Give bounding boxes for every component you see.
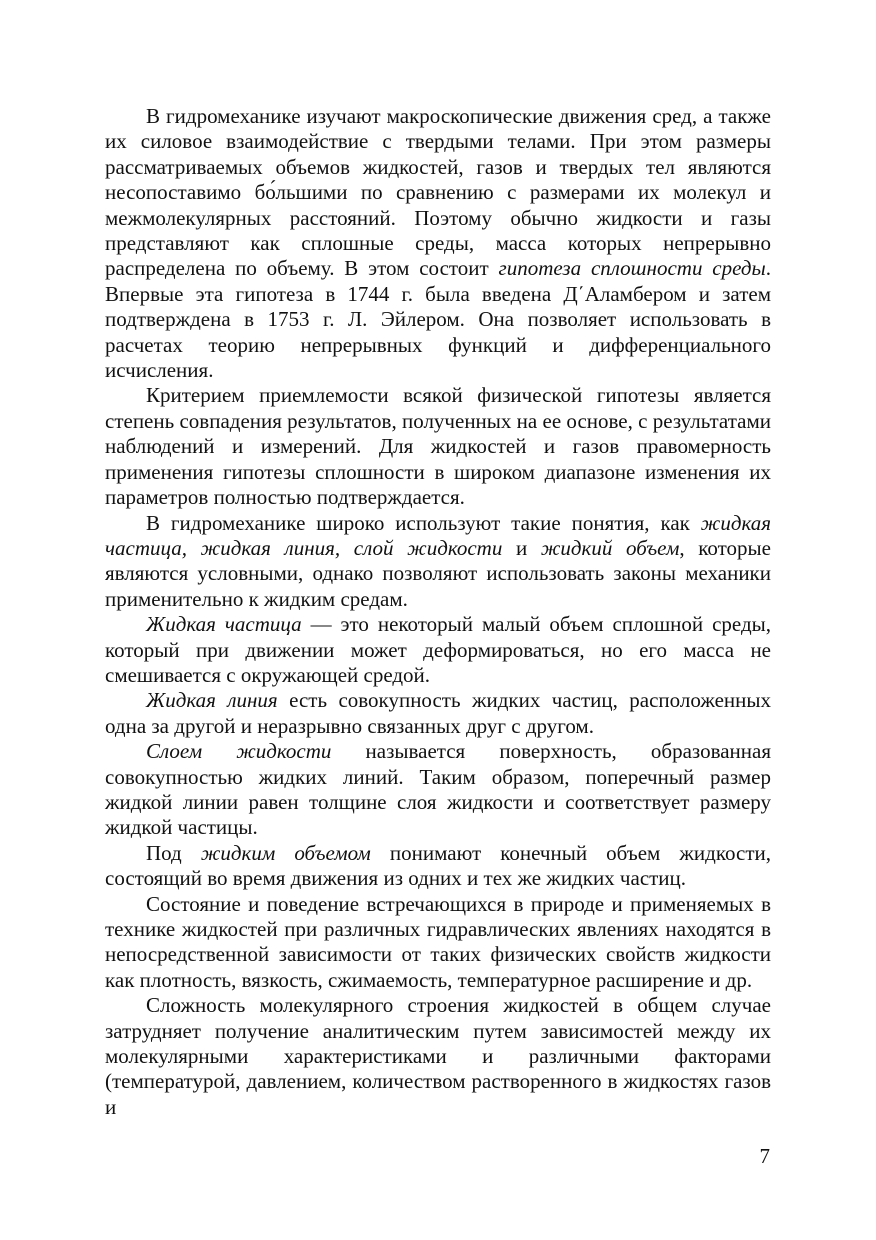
text-segment: . Впервые эта гипотеза в 1744 г. была введена Д΄Аламбером и затем подтверждена в 1753 г. Л. Эйлером. Она позволяет использовать в расчетах теорию непрерывных функций и дифференциального исчисления. xyxy=(105,256,771,383)
italic-term: Слоем жидкости xyxy=(146,739,332,764)
paragraph-concepts xyxy=(105,511,771,613)
text-segment: Сложность молекулярного строения жидкостей в общем случае затрудняет получение аналитическим путем зависимостей между их молекулярными характеристиками и различными факторами (температурой, давлением, количеством растворенного в жидкостях газов и xyxy=(105,993,771,1119)
text-segment: — это некоторый малый объем сплошной среды, который при движении может деформироваться, но его масса не смешивается с окружающей средой. xyxy=(105,612,771,687)
paragraph-fluid-particle xyxy=(105,612,771,688)
text-segment: называется поверхность, образованная совокупностью жидких линий. Таким образом, поперечный размер жидкой линии равен толщине слоя жидкости и соответствует размеру жидкой частицы. xyxy=(105,739,771,840)
text-segment: и xyxy=(502,535,541,560)
paragraph-continuum-hypothesis xyxy=(105,104,771,383)
text-segment: понимают конечный объем жидкости, состоящий во время движения из одних и тех же жидких частиц. xyxy=(105,840,771,891)
italic-term: жидким объемом xyxy=(200,840,371,865)
text-segment: В гидромеханике изучают макроскопические движения сред, а также их силовое взаимодействие с твердыми телами. При этом размеры рассматриваемых объемов жидкостей, газов и твердых тел являются несопоставимо бо́льшими по сравнению с размерами их молекул и межмолекулярных расстояний. Поэтому обычно жидкости и газы представляют как сплошные среды, масса которых непрерывно распределена по объему. В этом состоит xyxy=(105,104,771,281)
italic-term: жидкий объем xyxy=(540,535,680,560)
paragraph-fluid-volume xyxy=(105,841,771,892)
italic-term: Жидкая линия xyxy=(146,688,278,713)
text-segment: Под xyxy=(146,840,201,865)
text-segment: Состояние и поведение встречающихся в природе и применяемых в технике жидкостей при различных гидравлических явлениях находятся в непосредственной зависимости от таких физических свойств жидкости как плотность, вязкость, сжимаемость, температурное расширение и др. xyxy=(105,891,771,992)
page-body xyxy=(105,104,771,1120)
page-number: 7 xyxy=(759,1144,770,1168)
italic-term: Жидкая частица xyxy=(146,612,302,637)
text-segment: Критерием приемлемости всякой физической гипотезы является степень совпадения результатов, полученных на ее основе, с результатами наблюдений и измерений. Для жидкостей и газов правомерность применения гипотезы сплошности в широком диапазоне изменения их параметров полностью подтверждается. xyxy=(105,383,771,510)
paragraph-criterion xyxy=(105,383,771,510)
paragraph-molecular-structure xyxy=(105,993,771,1120)
text-segment: есть совокупность жидких частиц, расположенных одна за другой и неразрывно связанных друг с другом. xyxy=(105,688,771,738)
text-segment: , которые являются условными, однако позволяют использовать законы механики применительно к жидким средам. xyxy=(105,535,771,611)
italic-term: гипотеза сплошности среды xyxy=(498,256,766,281)
paragraph-physical-properties xyxy=(105,892,771,994)
text-segment: В гидромеханике широко используют такие понятия, как xyxy=(146,510,701,535)
paragraph-fluid-layer xyxy=(105,739,771,841)
italic-term: жидкая частица, жидкая линия, слой жидкости xyxy=(105,510,771,560)
paragraph-fluid-line xyxy=(105,688,771,739)
